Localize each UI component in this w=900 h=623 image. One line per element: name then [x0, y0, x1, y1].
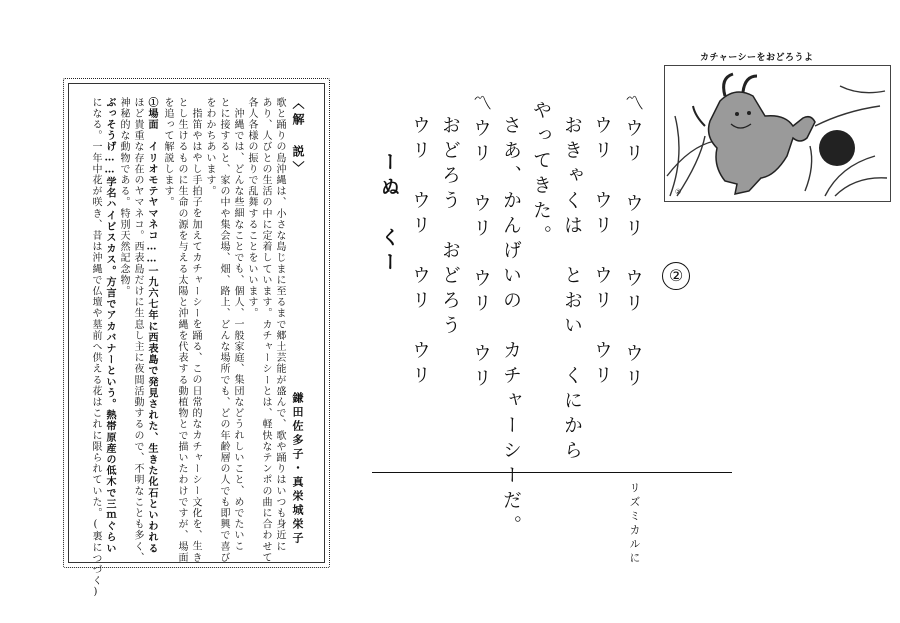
lyric-line: おどろう おどろう — [439, 115, 461, 340]
divider-line — [372, 472, 732, 473]
commentary-line: あり、人びとの生活の中に定着しています。カチャーシーとは、軽快なテンポの曲に合わせて — [260, 97, 271, 564]
lyric-line: さあ、かんげいの カチャーシーだ。 — [500, 115, 522, 540]
lyric-line: ウリ ウリ ウリ ウリ — [591, 115, 613, 390]
commentary-line: 神秘的な動物である。特別天然記念物。 — [118, 97, 129, 297]
illustration-caption: カチャーシーをおどろうよ — [700, 53, 814, 63]
commentary-line: 指笛やはやし手拍子を加えてカチャーシーを踊る、この日常的なカチャーシー文化を、生き — [190, 108, 201, 564]
illustration-number: ② — [675, 188, 682, 196]
commentary-line: になる。一年中花が咲き、昔は沖縄で仏壇や墓前へ供える花はこれに限られていた。(裏につづく) — [90, 97, 101, 599]
commentary-line: 沖縄では、どんな些細なことでも、個人、一般家庭、集団などうれしいこと、めでたいこ — [232, 108, 243, 552]
commentary-heading: 〈解 説〉 — [291, 97, 305, 177]
commentary-line: ほど貴重な存在のヤマネコ。西表島だけに生息し主に夜間活動するので、不明なことも多く、 — [132, 97, 143, 564]
commentary-line: とに接すると、家の中や集会場、畑、路上、どんな場所でも、どの年齢層の人でも即興で喜び — [218, 97, 229, 564]
commentary-line: 各人各様の振りで乱舞することをいいます。 — [246, 97, 257, 319]
goat-dancing-image — [665, 66, 890, 201]
lyric-line: 〽ウリ ウリ ウリ ウリ — [470, 93, 492, 393]
lyric-line: おきゃくは とおい くにから — [561, 115, 583, 465]
commentary-line: ①場面 イリオモテヤマネコ……一九六七年に西表島で発見された、生きた化石といわれる — [146, 97, 157, 555]
song-number: ② — [662, 262, 690, 290]
commentary-authors: 鎌田佐多子・真栄城栄子 — [291, 392, 304, 546]
commentary-line: をわかちあいます。 — [204, 97, 215, 197]
lyric-line: 〽ウリ ウリ ウリ ウリ — [622, 93, 644, 393]
lyric-line: やってきた。 — [530, 100, 552, 250]
commentary-line: を追って解説します。 — [162, 97, 173, 208]
rhythm-note: リズミカルに — [628, 482, 641, 566]
commentary-line: 歌と踊りの島沖縄は、小さな島じまに至るまで郷土芸能が盛んで、歌や踊りはいつも身近に — [274, 97, 285, 553]
lyric-line: ウリ ウリ ウリ ウリ — [409, 115, 431, 390]
commentary-line: とし生けるものに生命の源を与える太陽と沖縄を代表する動植物とで描いたわけですが、場面 — [176, 97, 187, 564]
illustration-goat-dancing — [664, 65, 891, 202]
lyric-line: ーぬ くー — [378, 152, 400, 277]
commentary-line: ぶっそうげ……学名ハイビスカス。方言でアカバナーという。熱帯原産の低木で三ｍぐらい — [104, 97, 115, 555]
